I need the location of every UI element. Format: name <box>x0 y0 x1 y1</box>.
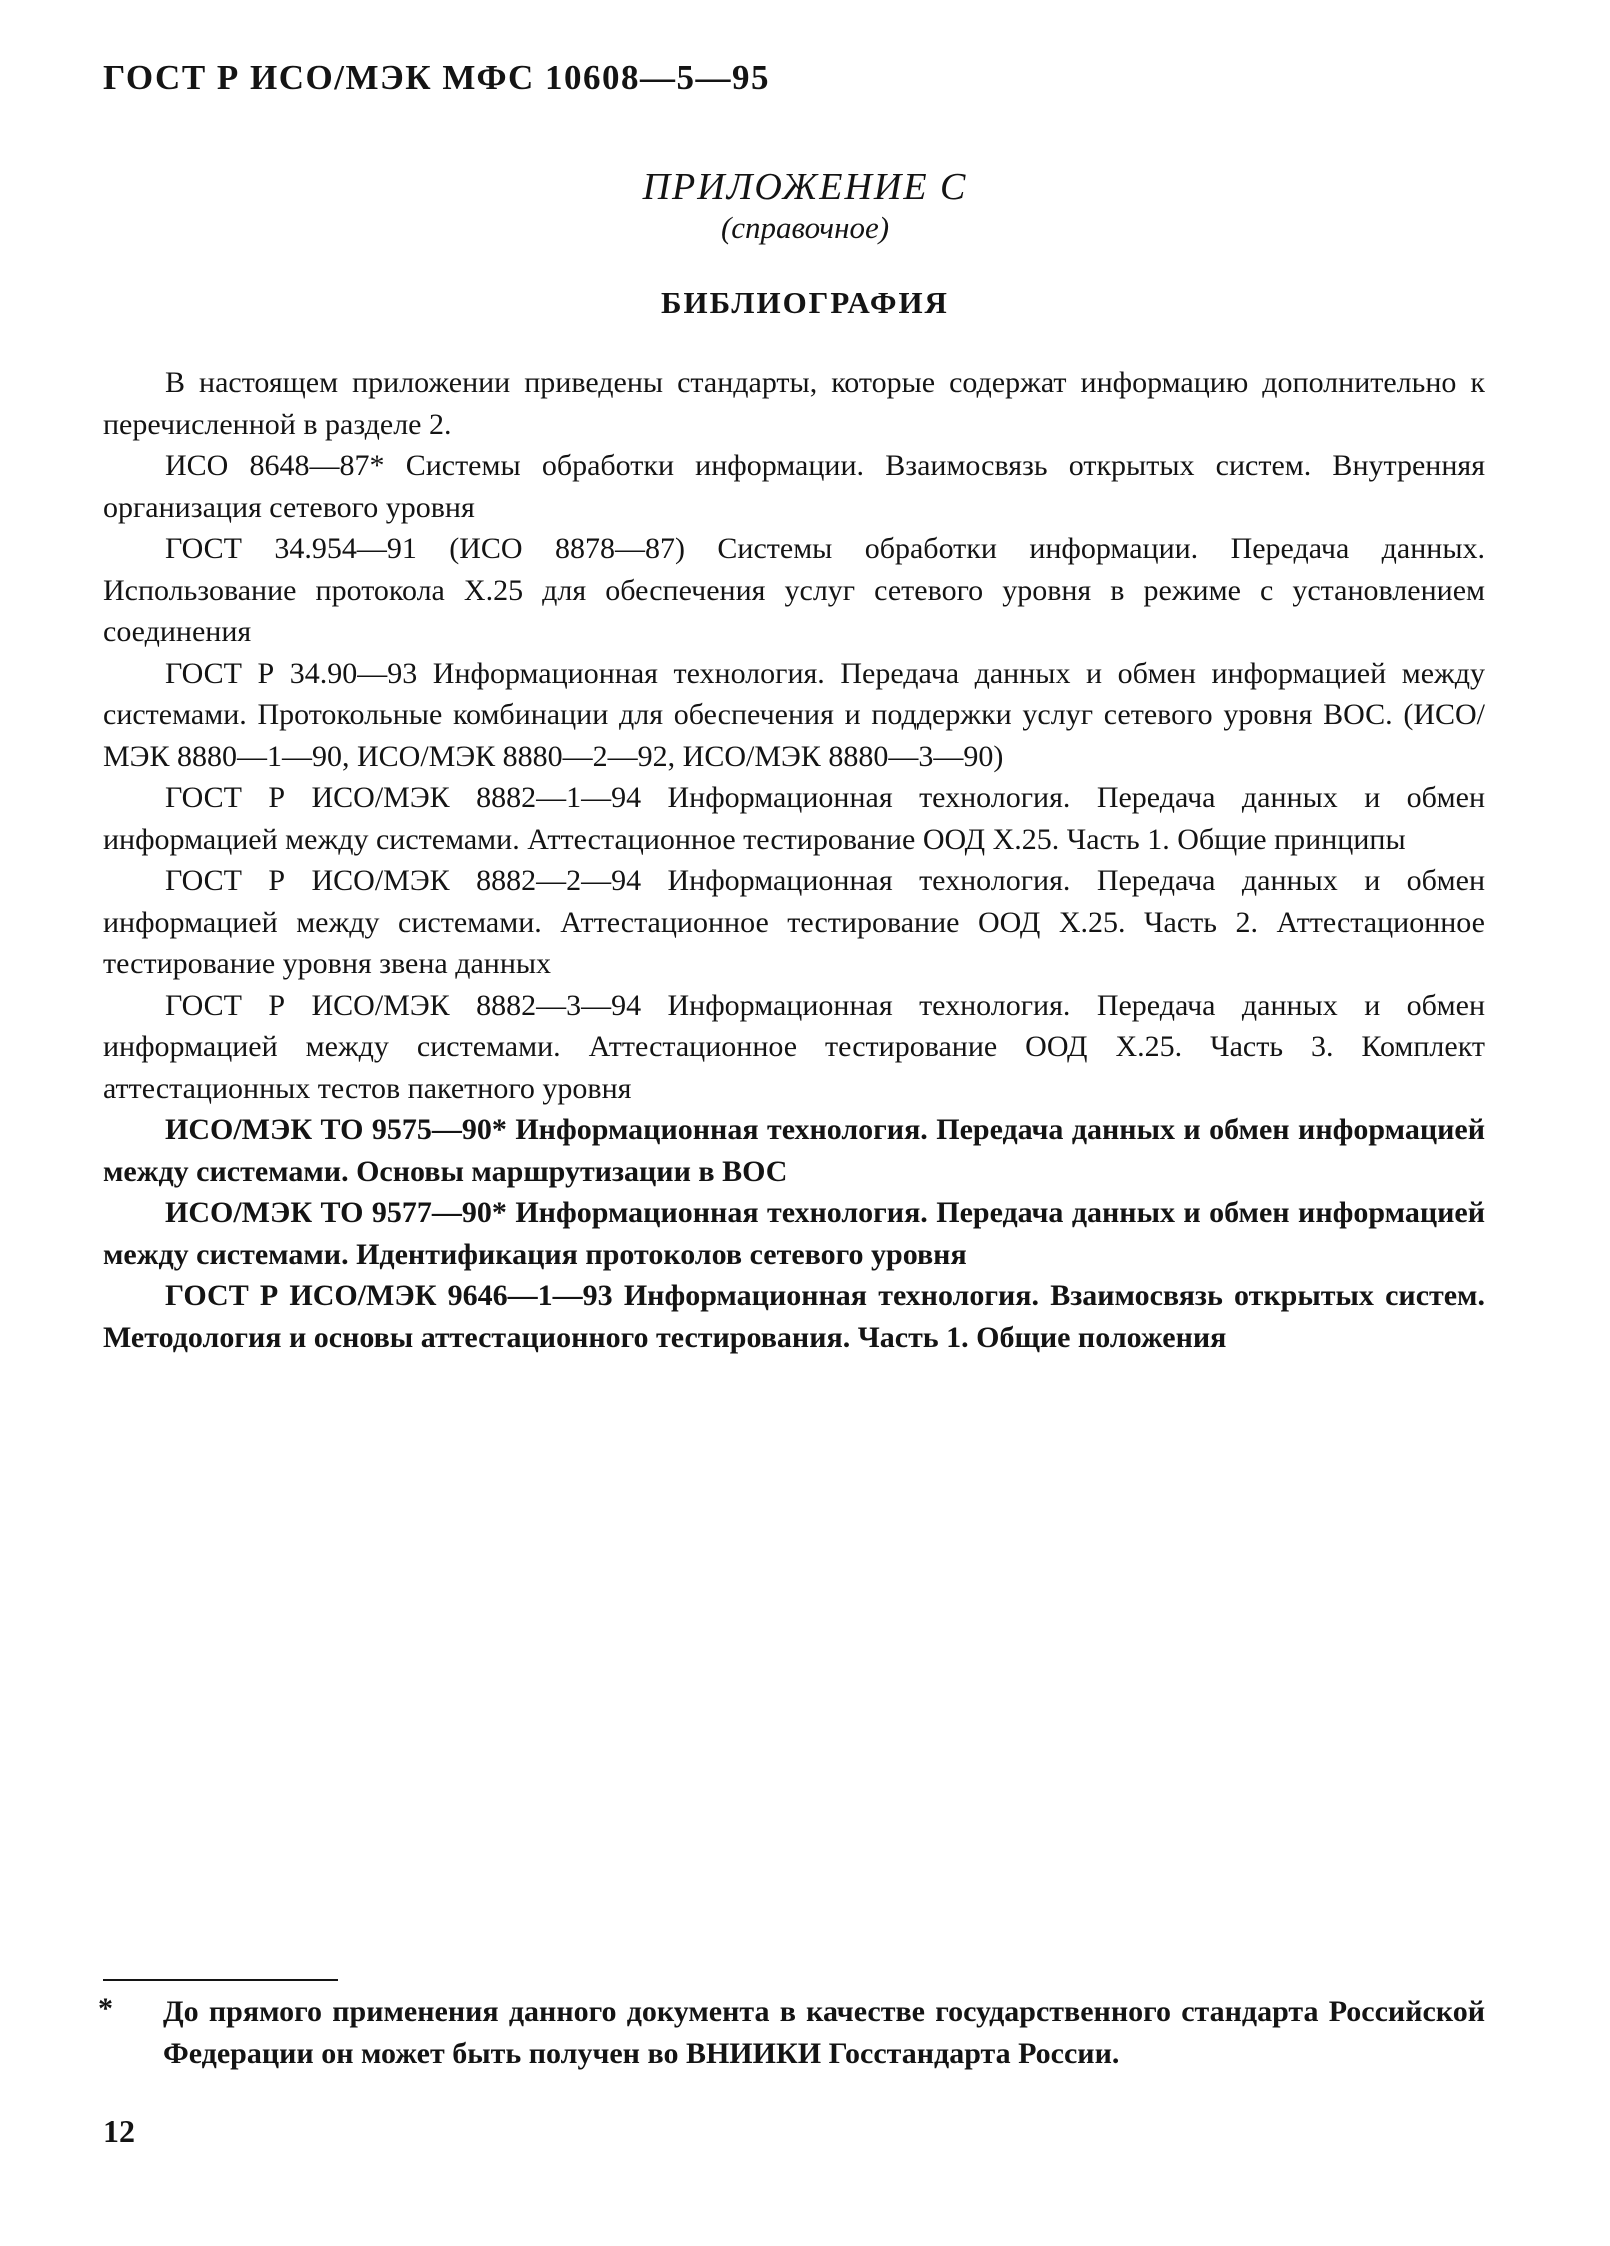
bibliography-entry: ИСО/МЭК ТО 9575—90* Информационная технология. Передача данных и обмен информацией между системами. Основы маршрутизации в ВОС <box>103 1113 1485 1188</box>
page-number: 12 <box>103 2113 135 2149</box>
appendix-subtitle: (справочное) <box>720 210 890 245</box>
appendix-title: ПРИЛОЖЕНИЕ С <box>642 166 968 208</box>
bibliography-entry: ИСО 8648—87* Системы обработки информации. Взаимосвязь открытых систем. Внутренняя организация сетевого уровня <box>103 449 1485 524</box>
intro-paragraph: В настоящем приложении приведены стандарты, которые содержат информацию дополнительно к перечисленной в разделе 2. <box>103 366 1485 441</box>
footnote-text: До прямого применения данного документа в качестве государственного стандарта Российской Федерации он может быть получен во ВНИИКИ Госстандарта России. <box>163 1995 1485 2070</box>
bibliography-entry: ГОСТ Р ИСО/МЭК 8882—3—94 Информационная технология. Передача данных и обмен информацией между системами. Аттестационное тестирование ООД Х.25. Часть 3. Комплект аттестационных тестов пакетного уровня <box>103 988 1485 1105</box>
section-title: БИБЛИОГРАФИЯ <box>661 285 949 320</box>
bibliography-entry: ГОСТ Р ИСО/МЭК 9646—1—93 Информационная технология. Взаимосвязь открытых систем. Методология и основы аттестационного тестирования. Часть 1. Общие положения <box>103 1279 1485 1354</box>
footnote-divider <box>103 1979 338 1981</box>
bibliography-entry: ГОСТ Р ИСО/МЭК 8882—1—94 Информационная технология. Передача данных и обмен информацией между системами. Аттестационное тестирование ООД Х.25. Часть 1. Общие принципы <box>103 781 1485 856</box>
bibliography-entry: ИСО/МЭК ТО 9577—90* Информационная технология. Передача данных и обмен информацией между системами. Идентификация протоколов сетевого уровня <box>103 1196 1485 1271</box>
document-code-header: ГОСТ Р ИСО/МЭК МФС 10608—5—95 <box>103 58 771 97</box>
bibliography-body <box>103 362 1485 1358</box>
bibliography-entry: ГОСТ 34.954—91 (ИСО 8878—87) Системы обработки информации. Передача данных. Использование протокола Х.25 для обеспечения услуг сетевого уровня в режиме с установлением соединения <box>103 532 1485 648</box>
bibliography-entry: ГОСТ Р 34.90—93 Информационная технология. Передача данных и обмен информацией между системами. Протокольные комбинации для обеспечения и поддержки услуг сетевого уровня ВОС. (ИСО/МЭК 8880—1—90, ИСО/МЭК 8880—2—92, ИСО/МЭК 8880—3—90) <box>103 656 1485 773</box>
footnote-mark: * <box>98 1992 113 2025</box>
bibliography-entry: ГОСТ Р ИСО/МЭК 8882—2—94 Информационная технология. Передача данных и обмен информацией между системами. Аттестационное тестирование ООД Х.25. Часть 2. Аттестационное тестирование уровня звена данных <box>103 864 1485 980</box>
